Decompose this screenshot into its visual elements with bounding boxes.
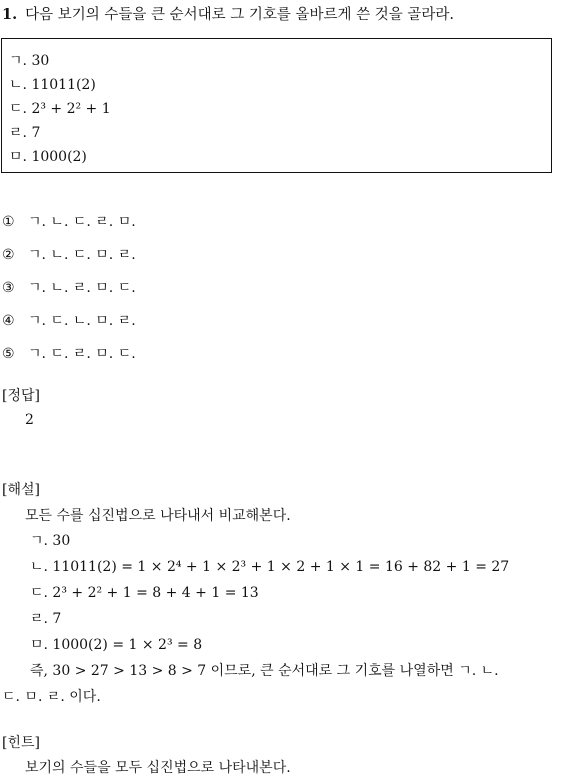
explanation-intro: 모든 수를 십진법으로 나타내서 비교해본다. (25, 508, 291, 524)
option-text: ㄱ. ㄴ. ㄷ. ㅁ. ㄹ. (28, 247, 136, 263)
option-2[interactable] (2, 244, 136, 264)
box-item-3 (9, 98, 111, 118)
option-1[interactable] (2, 211, 136, 231)
explanation-line-2: ㄴ. 11011(2) = 1 × 2⁴ + 1 × 2³ + 1 × 2 + 1 × 1 = 16 + 82 + 1 = 27 (30, 559, 510, 575)
box-item-key: ㄹ. (9, 125, 27, 141)
example-box (1, 38, 552, 173)
option-text: ㄱ. ㄴ. ㄹ. ㅁ. ㄷ. (28, 280, 136, 296)
box-item-value: 2³ + 2² + 1 (31, 101, 111, 117)
hint-text: 보기의 수들을 모두 십진법으로 나타내본다. (25, 760, 291, 776)
option-number: ⑤ (2, 346, 15, 362)
explanation-line-4: ㄹ. 7 (30, 611, 62, 627)
box-item-key: ㄱ. (9, 53, 27, 69)
box-item-key: ㄷ. (9, 101, 27, 117)
option-text: ㄱ. ㄷ. ㄴ. ㅁ. ㄹ. (28, 313, 136, 329)
box-item-key: ㅁ. (9, 149, 27, 165)
explanation-line-5: ㅁ. 1000(2) = 1 × 2³ = 8 (30, 637, 203, 653)
explanation-line-3: ㄷ. 2³ + 2² + 1 = 8 + 4 + 1 = 13 (30, 585, 259, 601)
explanation-conclusion: 즉, 30 > 27 > 13 > 8 > 7 이므로, 큰 순서대로 그 기호를 나열하면 ㄱ. ㄴ. (30, 663, 499, 679)
option-text: ㄱ. ㄷ. ㄹ. ㅁ. ㄷ. (28, 346, 136, 362)
option-3[interactable] (2, 277, 136, 297)
question-line (2, 3, 454, 24)
box-item-1 (9, 50, 49, 70)
box-item-value: 1000(2) (31, 149, 87, 165)
explanation-conclusion-cont: ㄷ. ㅁ. ㄹ. 이다. (2, 689, 101, 705)
option-number: ② (2, 247, 15, 263)
box-item-5 (9, 146, 87, 166)
option-text: ㄱ. ㄴ. ㄷ. ㄹ. ㅁ. (28, 214, 136, 230)
box-item-value: 7 (31, 125, 41, 141)
option-5[interactable] (2, 343, 136, 363)
answer-value: 2 (25, 412, 34, 428)
explanation-line-1: ㄱ. 30 (30, 533, 71, 549)
question-number: 1. (2, 6, 18, 23)
box-item-4 (9, 122, 40, 142)
option-4[interactable] (2, 310, 136, 330)
option-number: ① (2, 214, 15, 230)
explanation-heading: [해설] (2, 482, 40, 498)
answer-heading: [정답] (2, 388, 40, 404)
box-item-value: 30 (31, 53, 50, 69)
box-item-value: 11011(2) (31, 77, 96, 93)
option-number: ④ (2, 313, 15, 329)
question-text: 다음 보기의 수들을 큰 순서대로 그 기호를 올바르게 쓴 것을 골라라. (25, 7, 455, 23)
hint-heading: [힌트] (2, 735, 40, 751)
option-number: ③ (2, 280, 15, 296)
box-item-2 (9, 74, 96, 94)
box-item-key: ㄴ. (9, 77, 27, 93)
